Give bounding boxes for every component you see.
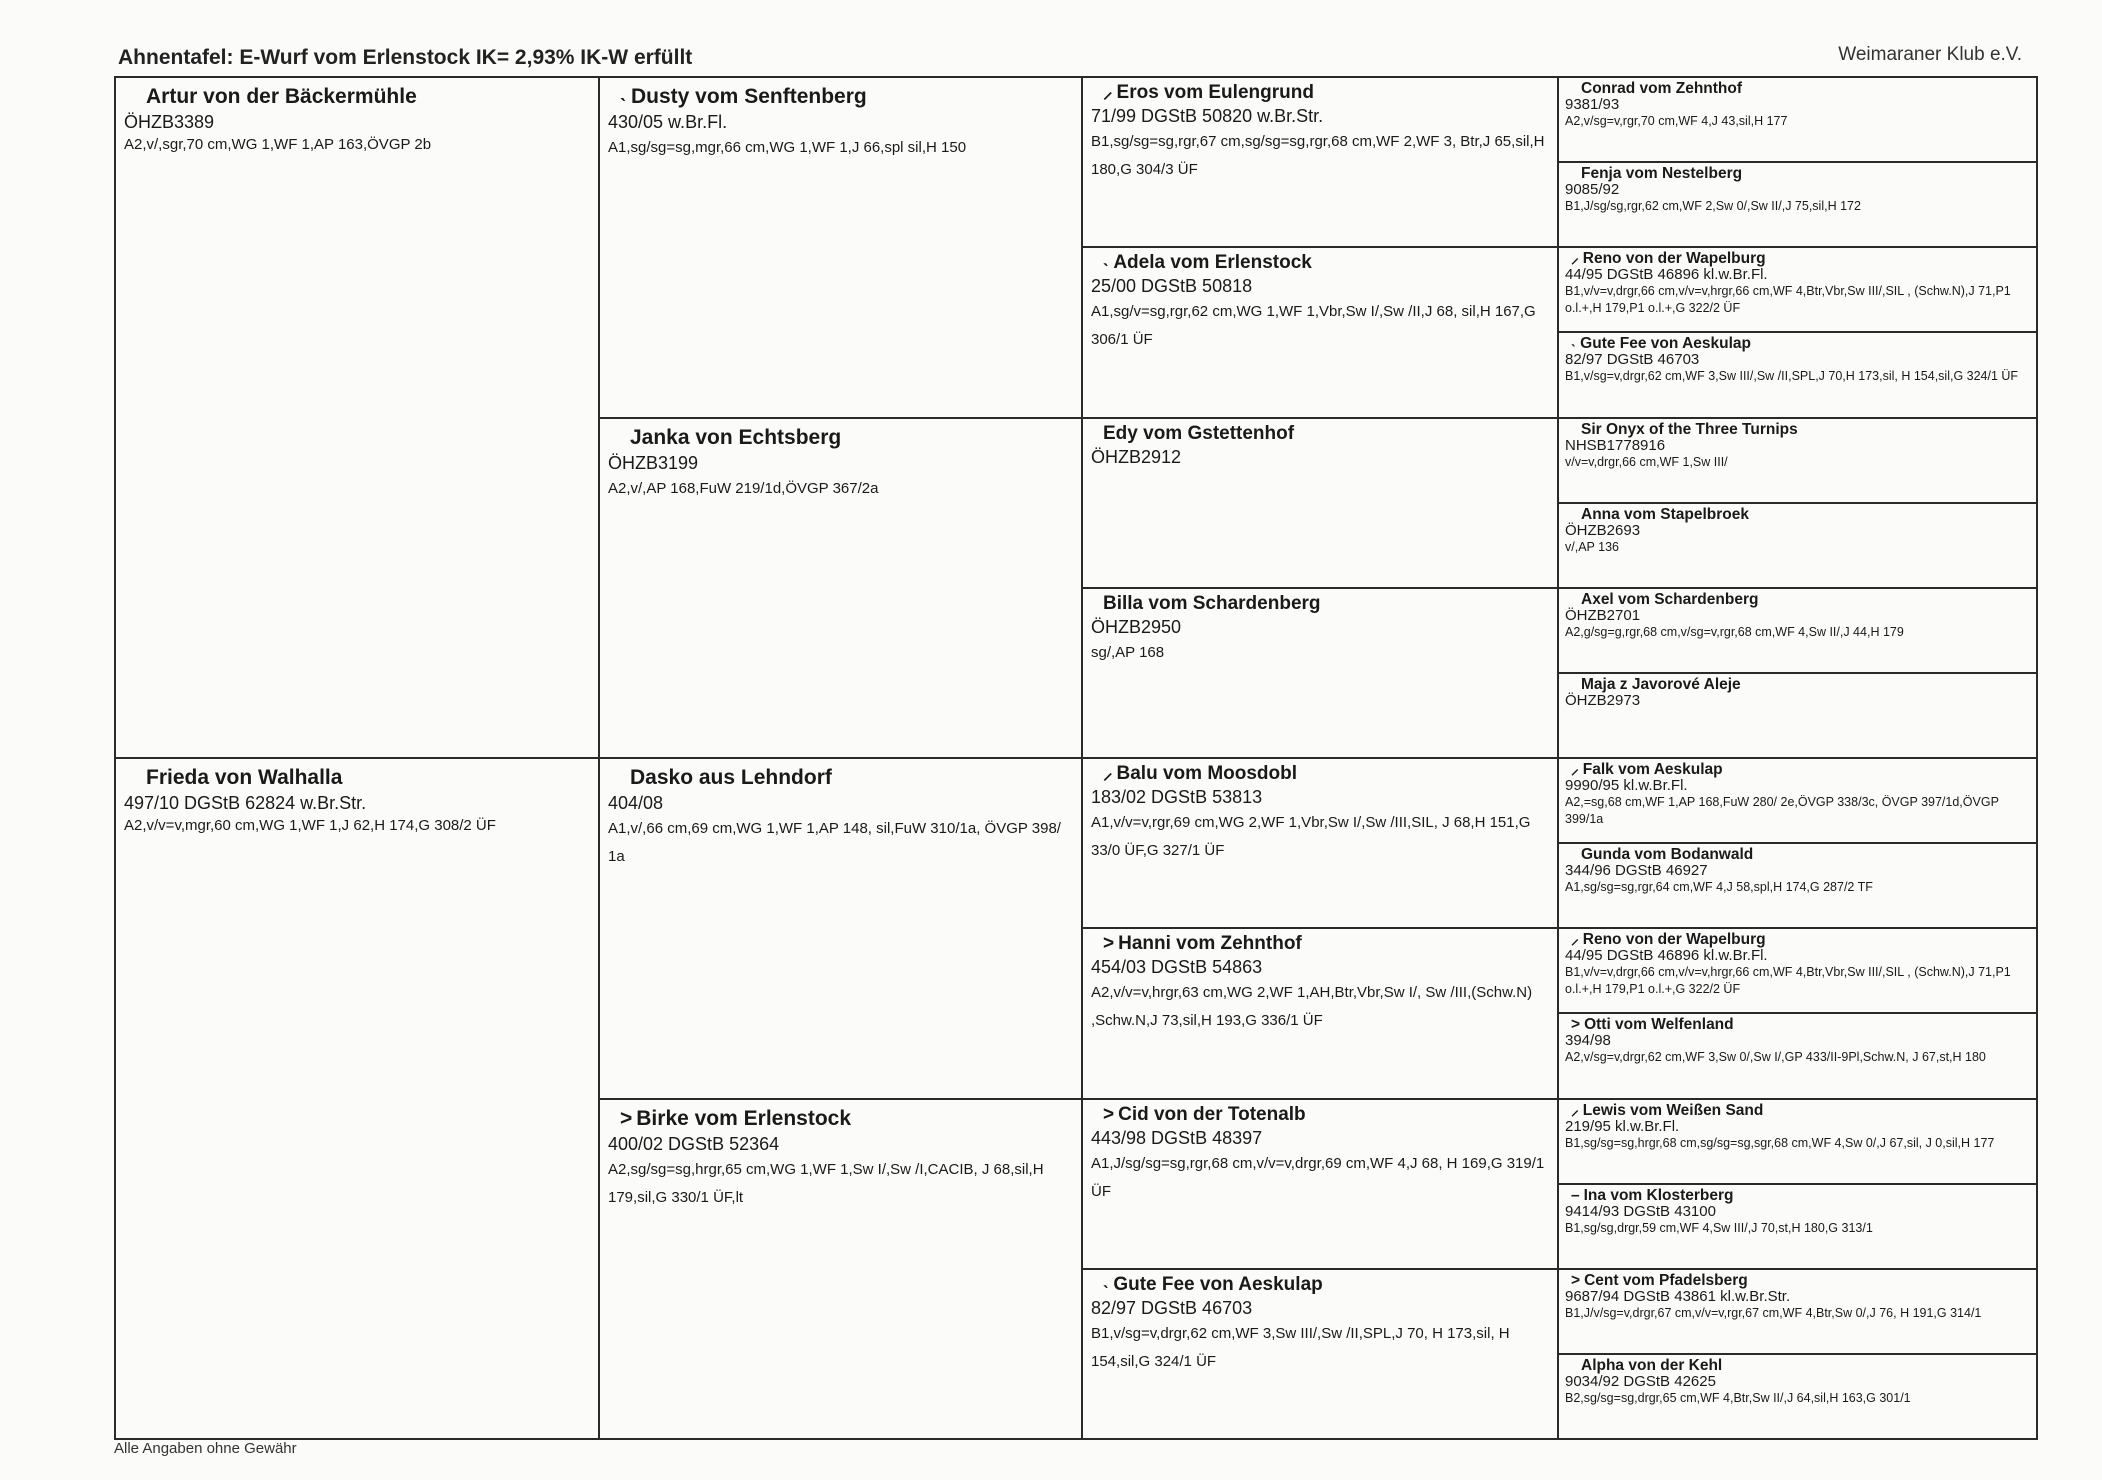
- handwritten-mark: ⸝: [1103, 763, 1113, 784]
- pedigree-cell-gen2: [598, 76, 1083, 419]
- pedigree-cell-gen4: [1557, 1353, 2038, 1440]
- dog-name-row: [1103, 252, 1549, 274]
- dog-name-row: [1103, 82, 1549, 104]
- pedigree-cell-gen4: [1557, 757, 2038, 844]
- dog-name-row: [620, 84, 1073, 110]
- handwritten-mark: >: [1571, 1271, 1581, 1289]
- pedigree-cell-gen3: [1081, 757, 1559, 929]
- pedigree-cell-gen2: [598, 757, 1083, 1100]
- dog-name: Artur von der Bäckermühle: [146, 85, 417, 108]
- performance-record: B1,J/sg/sg,rgr,62 cm,WF 2,Sw 0/,Sw II/,J 75,sil,H 172: [1565, 199, 1861, 214]
- pedigree-cell-gen4: [1557, 331, 2038, 418]
- pedigree-cell-gen4: [1557, 587, 2038, 674]
- dog-name-row: [1571, 1016, 2030, 1033]
- dog-name: Gunda vom Bodanwald: [1581, 846, 1754, 864]
- pedigree-cell-gen2: [598, 417, 1083, 760]
- registration-number: ÖHZB2973: [1565, 691, 1641, 709]
- registration-number: 404/08: [608, 793, 664, 813]
- handwritten-mark: >: [1103, 933, 1115, 955]
- dog-name-row: [1571, 1187, 2030, 1204]
- document-title: Ahnentafel: E-Wurf vom Erlenstock IK= 2,93% IK-W erfüllt: [118, 46, 693, 69]
- handwritten-mark: ⸝: [1571, 250, 1579, 268]
- pedigree-cell-gen4: [1557, 1268, 2038, 1355]
- club-name: Weimaraner Klub e.V.: [1838, 44, 2022, 65]
- performance-record: A1,sg/sg=sg,rgr,64 cm,WF 4,J 58,spl,H 174,G 287/2 TF: [1565, 880, 1873, 895]
- registration-number: 394/98: [1565, 1032, 1611, 1050]
- registration-number: 344/96 DGStB 46927: [1565, 862, 1708, 880]
- dog-name-row: [1581, 1357, 2030, 1374]
- dog-name: Reno von der Wapelburg: [1582, 250, 1766, 268]
- performance-record: v/,AP 136: [1565, 539, 1619, 554]
- dog-name: Reno von der Wapelburg: [1582, 931, 1766, 949]
- pedigree-cell-gen2: [598, 1098, 1083, 1441]
- dog-name-row: [1103, 593, 1549, 615]
- registration-number: 44/95 DGStB 46896 kl.w.Br.Fl.: [1565, 947, 1768, 965]
- dog-name-row: [1571, 335, 2030, 352]
- registration-number: ÖHZB2701: [1565, 606, 1641, 624]
- dog-name: Ina vom Klosterberg: [1583, 1186, 1734, 1204]
- pedigree-cell-gen4: [1557, 1012, 2038, 1099]
- handwritten-mark: >: [1571, 1016, 1581, 1034]
- performance-record: B1,v/sg=v,drgr,62 cm,WF 3,Sw III/,Sw /II,SPL,J 70, H 173,sil, H 154,sil,G 324/1 ÜF: [1091, 1324, 1510, 1370]
- dog-name: Anna vom Stapelbroek: [1581, 505, 1749, 523]
- registration-number: 9085/92: [1565, 181, 1620, 199]
- registration-number: 44/95 DGStB 46896 kl.w.Br.Fl.: [1565, 266, 1768, 284]
- dog-name: Axel vom Schardenberg: [1581, 590, 1759, 608]
- dog-name-row: [1571, 250, 2030, 267]
- handwritten-mark: ˴: [1103, 252, 1110, 274]
- dog-name: Balu vom Moosdobl: [1116, 763, 1298, 784]
- dog-name: Edy vom Gstettenhof: [1103, 422, 1295, 444]
- dog-name-row: [1581, 421, 2030, 438]
- performance-record: sg/,AP 168: [1091, 643, 1165, 661]
- dog-name-row: [146, 84, 590, 110]
- pedigree-cell-gen4: [1557, 76, 2038, 163]
- handwritten-mark: ⸝: [1571, 761, 1579, 778]
- dog-name-row: [1581, 846, 2030, 863]
- dog-name-row: [630, 765, 1073, 791]
- performance-record: B1,v/v=v,drgr,66 cm,v/v=v,hrgr,66 cm,WF 4,Btr,Vbr,Sw III/,SIL , (Schw.N),J 71,P1 o.l.+,H 179,P1 o.l.+,G 322/2 ÜF: [1565, 284, 2011, 316]
- pedigree-cell-gen4: [1557, 161, 2038, 248]
- performance-record: B1,sg/sg,drgr,59 cm,WF 4,Sw III/,J 70,st,H 180,G 313/1: [1565, 1220, 1873, 1235]
- handwritten-mark: ˴: [620, 85, 627, 108]
- performance-record: B1,sg/sg=sg,rgr,67 cm,sg/sg=sg,rgr,68 cm,WF 2,WF 3, Btr,J 65,sil,H 180,G 304/3 ÜF: [1091, 133, 1545, 178]
- performance-record: B1,v/v=v,drgr,66 cm,v/v=v,hrgr,66 cm,WF 4,Btr,Vbr,Sw III/,SIL , (Schw.N),J 71,P1 o.l.+,H 179,P1 o.l.+,G 322/2 ÜF: [1565, 965, 2011, 997]
- performance-record: A2,sg/sg=sg,hrgr,65 cm,WG 1,WF 1,Sw I/,Sw /I,CACIB, J 68,sil,H 179,sil,G 330/1 ÜF,lt: [608, 1160, 1044, 1206]
- performance-record: A1,v/,66 cm,69 cm,WG 1,WF 1,AP 148, sil,FuW 310/1a, ÖVGP 398/ 1a: [608, 820, 1061, 865]
- performance-record: B2,sg/sg=sg,drgr,65 cm,WF 4,Btr,Sw II/,J 64,sil,H 163,G 301/1: [1565, 1390, 1911, 1405]
- pedigree-cell-gen3: [1081, 246, 1559, 418]
- pedigree-cell-gen3: [1081, 587, 1559, 759]
- dog-name-row: [1581, 591, 2030, 608]
- dog-name-row: [1571, 1272, 2030, 1289]
- dog-name: Adela vom Erlenstock: [1113, 252, 1312, 274]
- pedigree-cell-gen4: [1557, 417, 2038, 504]
- registration-number: NHSB1778916: [1565, 436, 1666, 454]
- performance-record: A2,v/v=v,hrgr,63 cm,WG 2,WF 1,AH,Btr,Vbr,Sw I/, Sw /III,(Schw.N) ,Schw.N,J 73,sil,H 193,G 336/1 ÜF: [1091, 984, 1533, 1030]
- pedigree-cell-gen4: [1557, 842, 2038, 929]
- dog-name-row: [1581, 165, 2030, 182]
- handwritten-mark: ˴: [1103, 1273, 1110, 1295]
- registration-number: 430/05 w.Br.Fl.: [608, 112, 728, 132]
- dog-name-row: [1581, 506, 2030, 523]
- dog-name: Gute Fee von Aeskulap: [1580, 335, 1752, 353]
- dog-name-row: [1571, 761, 2030, 778]
- pedigree-cell-gen1: [114, 76, 600, 759]
- dog-name: Dusty vom Senftenberg: [631, 85, 867, 108]
- dog-name-row: [1103, 423, 1549, 445]
- pedigree-cell-gen3: [1081, 417, 1559, 589]
- dog-name: Cid von der Totenalb: [1118, 1103, 1306, 1125]
- disclaimer: Alle Angaben ohne Gewähr: [114, 1440, 297, 1457]
- dog-name-row: [630, 425, 1073, 451]
- handwritten-mark: ⸝: [1571, 931, 1579, 949]
- dog-name: Gute Fee von Aeskulap: [1113, 1273, 1323, 1295]
- dog-name: Janka von Echtsberg: [630, 425, 842, 449]
- performance-record: B1,v/sg=v,drgr,62 cm,WF 3,Sw III/,Sw /II,SPL,J 70,H 173,sil, H 154,sil,G 324/1 ÜF: [1565, 369, 2019, 384]
- dog-name: Sir Onyx of the Three Turnips: [1581, 420, 1798, 438]
- registration-number: 25/00 DGStB 50818: [1091, 276, 1253, 297]
- handwritten-mark: >: [620, 1106, 633, 1130]
- handwritten-mark: ⸝: [1103, 82, 1113, 103]
- dog-name-row: [1581, 80, 2030, 97]
- performance-record: A2,v/,sgr,70 cm,WG 1,WF 1,AP 163,ÖVGP 2b: [124, 136, 432, 153]
- dog-name: Otti vom Welfenland: [1584, 1016, 1734, 1034]
- performance-record: A2,v/sg=v,drgr,62 cm,WF 3,Sw 0/,Sw I/,GP 433/II-9Pl,Schw.N, J 67,st,H 180: [1565, 1050, 1986, 1065]
- performance-record: A1,sg/v=sg,rgr,62 cm,WG 1,WF 1,Vbr,Sw I/,Sw /II,J 68, sil,H 167,G 306/1 ÜF: [1091, 303, 1536, 349]
- dog-name: Frieda von Walhalla: [146, 766, 343, 789]
- dog-name-row: [1103, 1104, 1549, 1126]
- pedigree-cell-gen3: [1081, 1268, 1559, 1440]
- handwritten-mark: >: [1103, 1103, 1115, 1125]
- handwritten-mark: –: [1571, 1186, 1580, 1204]
- registration-number: 9990/95 kl.w.Br.Fl.: [1565, 777, 1688, 794]
- registration-number: ÖHZB2693: [1565, 521, 1641, 539]
- registration-number: 82/97 DGStB 46703: [1091, 1297, 1253, 1318]
- dog-name: Lewis vom Weißen Sand: [1582, 1101, 1764, 1119]
- dog-name: Cent vom Pfadelsberg: [1584, 1271, 1748, 1289]
- dog-name-row: [1103, 763, 1549, 785]
- pedigree-cell-gen4: [1557, 246, 2038, 333]
- dog-name: Eros vom Eulengrund: [1116, 82, 1314, 103]
- pedigree-cell-gen3: [1081, 1098, 1559, 1270]
- pedigree-cell-gen4: [1557, 502, 2038, 589]
- dog-name-row: [1103, 933, 1549, 955]
- performance-record: A2,=sg,68 cm,WF 1,AP 168,FuW 280/ 2e,ÖVGP 338/3c, ÖVGP 397/1d,ÖVGP 399/1a: [1565, 795, 1999, 826]
- dog-name: Hanni vom Zehnthof: [1118, 933, 1302, 955]
- dog-name: Alpha von der Kehl: [1581, 1356, 1723, 1374]
- dog-name-row: [1571, 1102, 2030, 1119]
- handwritten-mark: ˴: [1571, 335, 1577, 353]
- performance-record: A1,J/sg/sg=sg,rgr,68 cm,v/v=v,drgr,69 cm,WF 4,J 68, H 169,G 319/1 ÜF: [1091, 1154, 1545, 1200]
- dog-name-row: [1571, 931, 2030, 948]
- registration-number: 497/10 DGStB 62824 w.Br.Str.: [124, 793, 367, 813]
- dog-name: Falk vom Aeskulap: [1582, 761, 1723, 778]
- registration-number: 71/99 DGStB 50820 w.Br.Str.: [1091, 106, 1324, 126]
- dog-name: Conrad vom Zehnthof: [1581, 80, 1743, 97]
- registration-number: 9381/93: [1565, 96, 1620, 113]
- dog-name: Dasko aus Lehndorf: [630, 766, 832, 789]
- registration-number: 454/03 DGStB 54863: [1091, 957, 1263, 978]
- registration-number: 82/97 DGStB 46703: [1565, 351, 1700, 369]
- registration-number: 9687/94 DGStB 43861 kl.w.Br.Str.: [1565, 1287, 1791, 1305]
- registration-number: ÖHZB2950: [1091, 616, 1182, 637]
- registration-number: 183/02 DGStB 53813: [1091, 787, 1263, 807]
- performance-record: A2,v/,AP 168,FuW 219/1d,ÖVGP 367/2a: [608, 479, 879, 497]
- pedigree-cell-gen1: [114, 757, 600, 1440]
- pedigree-cell-gen4: [1557, 672, 2038, 759]
- handwritten-mark: ⸝: [1571, 1101, 1579, 1119]
- registration-number: 219/95 kl.w.Br.Fl.: [1565, 1117, 1680, 1135]
- performance-record: A2,v/v=v,mgr,60 cm,WG 1,WF 1,J 62,H 174,G 308/2 ÜF: [124, 817, 496, 834]
- registration-number: ÖHZB3389: [124, 112, 215, 132]
- dog-name: Maja z Javorové Aleje: [1581, 675, 1741, 693]
- dog-name-row: [146, 765, 590, 791]
- pedigree-cell-gen3: [1081, 927, 1559, 1099]
- registration-number: 400/02 DGStB 52364: [608, 1133, 780, 1154]
- registration-number: 9414/93 DGStB 43100: [1565, 1202, 1716, 1220]
- performance-record: v/v=v,drgr,66 cm,WF 1,Sw III/: [1565, 454, 1728, 469]
- dog-name: Billa vom Schardenberg: [1103, 592, 1321, 614]
- pedigree-cell-gen4: [1557, 1098, 2038, 1185]
- performance-record: B1,J/v/sg=v,drgr,67 cm,v/v=v,rgr,67 cm,WF 4,Btr,Sw 0/,J 76, H 191,G 314/1: [1565, 1305, 1982, 1320]
- performance-record: A2,v/sg=v,rgr,70 cm,WF 4,J 43,sil,H 177: [1565, 114, 1788, 128]
- registration-number: ÖHZB2912: [1091, 446, 1182, 467]
- dog-name: Birke vom Erlenstock: [636, 1106, 852, 1130]
- pedigree-cell-gen4: [1557, 1183, 2038, 1270]
- performance-record: A1,v/v=v,rgr,69 cm,WG 2,WF 1,Vbr,Sw I/,Sw /III,SIL, J 68,H 151,G 33/0 ÜF,G 327/1 ÜF: [1091, 814, 1531, 859]
- pedigree-cell-gen3: [1081, 76, 1559, 248]
- performance-record: B1,sg/sg=sg,hrgr,68 cm,sg/sg=sg,sgr,68 cm,WF 4,Sw 0/,J 67,sil, J 0,sil,H 177: [1565, 1135, 1995, 1150]
- dog-name-row: [1581, 676, 2030, 693]
- registration-number: 443/98 DGStB 48397: [1091, 1127, 1263, 1148]
- dog-name-row: [1103, 1274, 1549, 1296]
- dog-name-row: [620, 1106, 1073, 1132]
- dog-name: Fenja vom Nestelberg: [1581, 165, 1743, 183]
- pedigree-cell-gen4: [1557, 927, 2038, 1014]
- registration-number: ÖHZB3199: [608, 452, 699, 473]
- registration-number: 9034/92 DGStB 42625: [1565, 1372, 1716, 1390]
- performance-record: A1,sg/sg=sg,mgr,66 cm,WG 1,WF 1,J 66,spl sil,H 150: [608, 139, 967, 156]
- performance-record: A2,g/sg=g,rgr,68 cm,v/sg=v,rgr,68 cm,WF 4,Sw II/,J 44,H 179: [1565, 624, 1904, 639]
